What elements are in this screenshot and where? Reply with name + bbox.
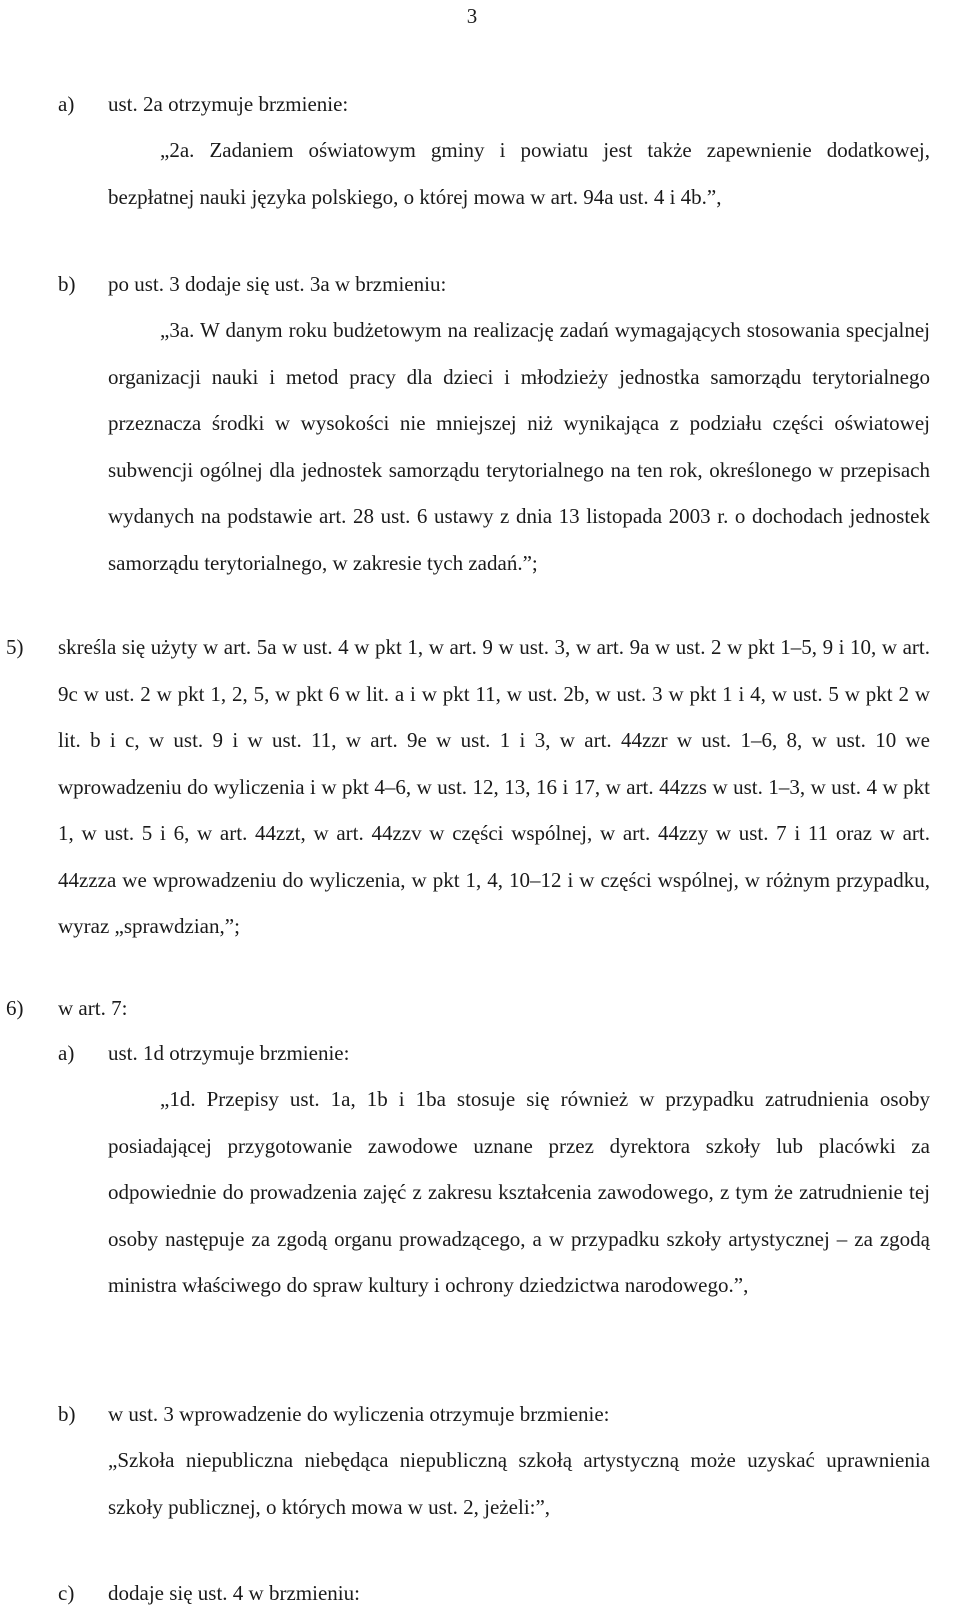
item-label: a) [58, 92, 75, 116]
item-text: dodaje się ust. 4 w brzmieniu: [108, 1581, 360, 1605]
list-item-b-3a [0, 261, 960, 308]
item-label: c) [58, 1581, 75, 1605]
item-text: ust. 1d otrzymuje brzmienie: [108, 1041, 350, 1065]
quoted-provision-1d: „1d. Przepisy ust. 1a, 1b i 1ba stosuje się również w przypadku zatrudnienia osoby posiadającej przygotowanie zawodowe uznane przez dyrektora szkoły lub placówki za odpowiednie do prowadzenia zajęć z zakresu kształcenia zawodowego, z tym że zatrudnienie tej osoby następuje za zgodą organu prowadzącego, a w przypadku szkoły artystycznej – za zgodą ministra właściwego do spraw kultury i ochrony dziedzictwa narodowego.”, [108, 1087, 930, 1297]
item-text: ust. 2a otrzymuje brzmienie: [108, 92, 349, 116]
list-item-a-2a [0, 81, 960, 128]
list-item-c-ust4 [0, 1570, 960, 1617]
quoted-provision-2a: „2a. Zadaniem oświatowym gminy i powiatu jest także zapewnienie dodatkowej, bezpłatnej nauki języka polskiego, o której mowa w art. 94a ust. 4 i 4b.”, [108, 138, 930, 209]
item-label: 6) [6, 996, 24, 1020]
list-item-b-ust3 [0, 1391, 960, 1438]
item-text: w ust. 3 wprowadzenie do wyliczenia otrzymuje brzmienie: [108, 1402, 610, 1426]
item-label: b) [58, 1402, 76, 1426]
quoted-provision-ust3: „Szkoła niepubliczna niebędąca niepubliczną szkołą artystyczną może uzyskać uprawnienia szkoły publicznej, o których mowa w ust. 2, jeżeli:”, [108, 1448, 930, 1519]
item-text: w art. 7: [58, 996, 128, 1020]
list-item-6 [0, 985, 960, 1032]
item-text: po ust. 3 dodaje się ust. 3a w brzmieniu: [108, 272, 447, 296]
item-text: skreśla się użyty w art. 5a w ust. 4 w pkt 1, w art. 9 w ust. 3, w art. 9a w ust. 2 w pkt 1–5, 9 i 10, w art. 9c w ust. 2 w pkt 1, 2, 5, w pkt 6 w lit. a i w pkt 11, w ust. 2b, w ust. 3 w pkt 1 i 4, w ust. 5 w pkt 2 w lit. b i c, w ust. 9 i w ust. 11, w art. 9e w ust. 1 i 3, w art. 44zzr w ust. 1–6, 8, w ust. 10 we wprowadzeniu do wyliczenia i w pkt 4–6, w ust. 12, 13, 16 i 17, w art. 44zzs w ust. 1–3, w ust. 4 w pkt 1, w ust. 5 i 6, w art. 44zzt, w art. 44zzv w części wspólnej, w art. 44zzy w ust. 7 i 11 oraz w art. 44zzza we wprowadzeniu do wyliczenia, w pkt 1, 4, 10–12 i w części wspólnej, w różnym przypadku, wyraz „sprawdzian,”; [58, 635, 930, 938]
item-label: 5) [6, 635, 24, 659]
item-label: b) [58, 272, 76, 296]
list-item-a-1d [0, 1030, 960, 1077]
quoted-provision-3a: „3a. W danym roku budżetowym na realizację zadań wymagających stosowania specjalnej organizacji nauki i metod pracy dla dzieci i młodzieży jednostka samorządu terytorialnego przeznacza środki w wysokości nie mniejszej niż wynikająca z podziału części oświatowej subwencji ogólnej dla jednostek samorządu terytorialnego na ten rok, określonego w przepisach wydanych na podstawie art. 28 ust. 6 ustawy z dnia 13 listopada 2003 r. o dochodach jednostek samorządu terytorialnego, w zakresie tych zadań.”; [108, 318, 930, 575]
page-number: 3 [466, 4, 478, 28]
item-label: a) [58, 1041, 75, 1065]
list-item-5 [0, 624, 960, 974]
